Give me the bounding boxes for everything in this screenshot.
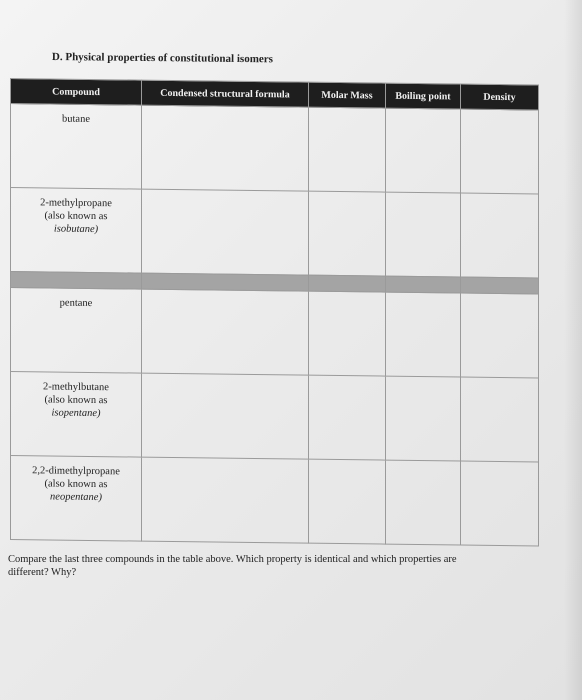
question-text: Compare the last three compounds in the table above. Which property is identical and which properties are different? Why?	[8, 554, 457, 578]
compound-name: 2-methylbutane	[43, 381, 109, 394]
table-row	[11, 288, 539, 378]
density-cell[interactable]	[461, 377, 539, 462]
formula-cell[interactable]	[142, 105, 309, 191]
formula-cell[interactable]	[142, 457, 309, 543]
compound-alias-name: neopentane)	[50, 491, 102, 504]
header-boiling-point: Boiling point	[386, 83, 461, 109]
density-cell[interactable]	[461, 193, 539, 278]
compound-alias-name: isobutane)	[53, 223, 99, 235]
compound-name: pentane	[59, 297, 93, 310]
molar-mass-cell[interactable]	[309, 191, 386, 276]
section-heading: D. Physical properties of constitutional isomers	[51, 51, 274, 66]
properties-table-container	[10, 78, 538, 546]
molar-mass-cell[interactable]	[309, 107, 386, 192]
compound-alias: (also known as	[44, 478, 108, 491]
header-structural-formula: Condensed structural formula	[142, 80, 309, 107]
header-molar-mass: Molar Mass	[309, 82, 386, 108]
boiling-point-cell[interactable]	[386, 192, 461, 277]
formula-cell[interactable]	[142, 373, 309, 459]
formula-cell[interactable]	[142, 289, 309, 375]
table-row	[11, 372, 539, 462]
density-cell[interactable]	[461, 461, 539, 546]
boiling-point-cell[interactable]	[386, 292, 461, 377]
molar-mass-cell[interactable]	[309, 291, 386, 376]
compound-alias-name: isopentane)	[51, 407, 101, 420]
density-cell[interactable]	[461, 293, 539, 378]
compound-alias: (also known as	[44, 210, 108, 223]
compound-cell	[11, 288, 142, 374]
boiling-point-cell[interactable]	[386, 460, 461, 545]
table-row	[11, 187, 539, 277]
compound-name: butane	[62, 113, 90, 125]
compound-cell	[11, 187, 142, 273]
properties-table	[10, 78, 539, 546]
boiling-point-cell[interactable]	[386, 376, 461, 461]
compound-cell	[11, 104, 142, 190]
header-compound: Compound	[11, 79, 142, 106]
page-shadow	[564, 0, 582, 700]
formula-cell[interactable]	[142, 189, 309, 275]
molar-mass-cell[interactable]	[309, 459, 386, 544]
table-row	[11, 104, 539, 194]
compound-cell	[11, 456, 142, 542]
header-density: Density	[461, 84, 539, 110]
density-cell[interactable]	[461, 109, 539, 194]
compound-cell	[11, 372, 142, 458]
compound-alias: (also known as	[44, 394, 108, 407]
boiling-point-cell[interactable]	[386, 108, 461, 193]
molar-mass-cell[interactable]	[309, 375, 386, 460]
compound-name: 2,2-dimethylpropane	[32, 465, 120, 478]
table-row	[11, 456, 539, 546]
compound-name: 2-methylpropane	[40, 197, 112, 210]
